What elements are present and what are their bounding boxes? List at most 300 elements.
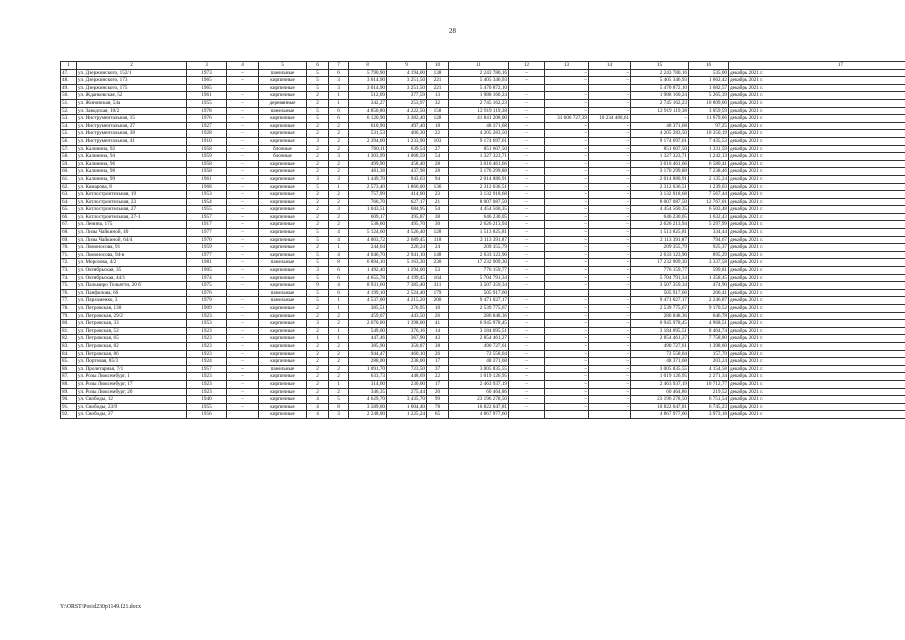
table-cell: 2 — [307, 92, 329, 100]
table-cell: – — [509, 198, 545, 206]
table-cell: 5 405 346,93 — [449, 77, 509, 85]
table-cell: 2 854 461,27 — [449, 335, 509, 343]
table-cell: 2 070,00 — [349, 320, 387, 328]
table-cell: 531,53 — [349, 130, 387, 138]
table-cell: ул. Розы Люксембург, 17 — [77, 380, 187, 388]
table-cell: 490 727,61 — [449, 342, 509, 350]
table-cell: 27 — [427, 145, 449, 153]
table-cell: – — [545, 236, 589, 244]
page-number: 28 — [449, 27, 456, 35]
table-cell: 66. — [61, 213, 77, 221]
table-cell: 53 — [427, 267, 449, 275]
table-cell: 5 704 791,34 — [449, 274, 509, 282]
table-cell: ул. Панфилова, 66 — [77, 289, 187, 297]
table-cell: 6 — [329, 267, 349, 275]
table-row — [61, 297, 905, 305]
table-cell: 164 — [427, 274, 449, 282]
table-cell: кирпичные — [259, 115, 307, 123]
table-cell: – — [545, 335, 589, 343]
table-cell — [589, 289, 631, 297]
table-cell: 5 — [307, 183, 329, 191]
table-row — [61, 115, 905, 123]
table-cell: 2 243 780,16 — [631, 69, 689, 77]
table-cell: 2 463 937,19 — [449, 380, 509, 388]
table-cell: кирпичные — [259, 335, 307, 343]
table-cell: 9 174 697,61 — [631, 137, 689, 145]
table-cell: 2 — [329, 350, 349, 358]
table-cell: 4 — [307, 411, 329, 419]
table-cell: – — [589, 107, 631, 115]
table-cell: – — [589, 213, 631, 221]
table-cell: декабрь 2021 г. — [729, 373, 905, 381]
table-cell: 48 371,68 — [449, 358, 509, 366]
table-cell: – — [227, 274, 259, 282]
table-cell: 8 — [329, 403, 349, 411]
table-cell: кирпичные — [259, 358, 307, 366]
table-cell: декабрь 2021 г. — [729, 99, 905, 107]
table-cell: – — [545, 327, 589, 335]
table-cell: – — [509, 342, 545, 350]
table-cell: 60. — [61, 168, 77, 176]
table-cell: 2 — [307, 130, 329, 138]
table-cell: 1961 — [187, 92, 227, 100]
table-cell: 4 — [329, 251, 349, 259]
table-cell: 599,81 — [689, 267, 729, 275]
table-cell: – — [509, 282, 545, 290]
table-cell: 5 297,99 — [689, 221, 729, 229]
table-cell: 5 — [329, 396, 349, 404]
table-cell: 1923 — [187, 312, 227, 320]
table-cell: 5 — [307, 77, 329, 85]
table-cell: – — [545, 259, 589, 267]
table-cell: – — [509, 99, 545, 107]
table-cell: декабрь 2021 г. — [729, 153, 905, 161]
table-cell: 7 758,80 — [689, 335, 729, 343]
table-cell — [545, 289, 589, 297]
table-cell: – — [589, 396, 631, 404]
table-cell: 10 234 480,61 — [589, 115, 631, 123]
table-cell: кирпичные — [259, 244, 307, 252]
column-number: 17 — [729, 62, 905, 70]
table-cell: 1 — [329, 305, 349, 313]
table-cell: – — [227, 373, 259, 381]
table-cell: ул. Морозова, 4/2 — [77, 259, 187, 267]
table-cell: – — [509, 221, 545, 229]
table-cell: – — [589, 206, 631, 214]
table-cell: 286 848,36 — [449, 312, 509, 320]
table-cell: 72 558,04 — [631, 350, 689, 358]
table-cell — [589, 84, 631, 92]
table-cell: 90. — [61, 396, 77, 404]
table-cell: 346,35 — [349, 388, 387, 396]
table-cell: 2 — [329, 365, 349, 373]
table-cell: 67. — [61, 221, 77, 229]
table-cell: 1905 — [187, 267, 227, 275]
table-cell: ул. Калинина, 94 — [77, 153, 187, 161]
table-cell: 5 470 872,10 — [631, 84, 689, 92]
table-cell: 2 — [329, 137, 349, 145]
table-cell: 1 327 323,71 — [631, 153, 689, 161]
table-cell: 52. — [61, 107, 77, 115]
table-cell: 73. — [61, 267, 77, 275]
table-cell: – — [509, 350, 545, 358]
table-cell: – — [545, 358, 589, 366]
table-cell: 1955 — [187, 403, 227, 411]
table-cell: 549,00 — [349, 327, 387, 335]
table-cell: ул. Инструментальная, 27 — [77, 122, 187, 130]
table-cell: – — [545, 396, 589, 404]
table-cell: 1 492,40 — [349, 267, 387, 275]
table-cell: кирпичные — [259, 191, 307, 199]
table-row — [61, 320, 905, 328]
table-cell: – — [589, 137, 631, 145]
table-cell: 4 — [329, 236, 349, 244]
table-cell: – — [589, 358, 631, 366]
table-cell: 7 385,40 — [387, 282, 427, 290]
table-row — [61, 99, 905, 107]
table-cell: – — [227, 350, 259, 358]
table-cell: – — [227, 122, 259, 130]
table-row — [61, 380, 905, 388]
table-cell: – — [227, 342, 259, 350]
table-cell: 8 007 087,50 — [631, 198, 689, 206]
table-cell: 1 398,00 — [387, 320, 427, 328]
table-cell: 2 135,24 — [689, 175, 729, 183]
table-cell: – — [509, 69, 545, 77]
table-cell: 8 931,60 — [349, 282, 387, 290]
table-row — [61, 267, 905, 275]
table-cell: – — [545, 350, 589, 358]
table-row — [61, 183, 905, 191]
table-cell: 311 — [427, 282, 449, 290]
table-row — [61, 327, 905, 335]
table-cell: 535,00 — [689, 69, 729, 77]
column-number: 10 — [427, 62, 449, 70]
table-cell: кирпичные — [259, 267, 307, 275]
table-cell: 5 405 346,93 — [631, 77, 689, 85]
table-cell: 895,29 — [689, 251, 729, 259]
table-cell: – — [227, 145, 259, 153]
table-cell: – — [227, 183, 259, 191]
table-cell: 2 — [307, 99, 329, 107]
table-cell: 3 059,59 — [689, 107, 729, 115]
table-row — [61, 84, 905, 92]
table-cell: – — [589, 403, 631, 411]
table-cell: – — [227, 282, 259, 290]
table-cell: 62. — [61, 183, 77, 191]
table-cell: – — [545, 175, 589, 183]
table-cell: 1976 — [187, 115, 227, 123]
table-cell: 2 — [307, 221, 329, 229]
table-cell: 760,11 — [349, 145, 387, 153]
table-cell: 54. — [61, 122, 77, 130]
table-cell: 64. — [61, 198, 77, 206]
table-cell: 497,40 — [387, 122, 427, 130]
table-cell: декабрь 2021 г. — [729, 206, 905, 214]
table-cell: 43 — [427, 335, 449, 343]
table-cell: – — [227, 236, 259, 244]
table-cell: – — [589, 221, 631, 229]
table-cell: кирпичные — [259, 282, 307, 290]
table-cell: 53. — [61, 115, 77, 123]
table-cell: – — [545, 388, 589, 396]
table-cell: 3 251,50 — [387, 84, 427, 92]
table-cell: 253,97 — [387, 99, 427, 107]
column-number: 9 — [387, 62, 427, 70]
table-cell: 226,24 — [387, 244, 427, 252]
table-cell: ул. Петровская, 82 — [77, 342, 187, 350]
table-cell: – — [227, 251, 259, 259]
table-cell: 3 — [307, 137, 329, 145]
table-cell: – — [227, 130, 259, 138]
table-cell: 1974 — [187, 274, 227, 282]
table-cell: ул. Пальмиро Тольятти, 20 б — [77, 282, 187, 290]
table-cell: декабрь 2021 г. — [729, 403, 905, 411]
table-cell: 60 464,86 — [631, 388, 689, 396]
table-cell: 2 — [307, 206, 329, 214]
table-cell: 11 679,66 — [689, 115, 729, 123]
table-cell: 1923 — [187, 388, 227, 396]
table-cell: 23 196 278,50 — [449, 396, 509, 404]
table-cell: 4 968,51 — [689, 320, 729, 328]
table-cell: 68. — [61, 229, 77, 237]
table-cell: 9 — [307, 282, 329, 290]
table-cell: декабрь 2021 г. — [729, 297, 905, 305]
table-cell: 1959 — [187, 153, 227, 161]
table-cell: ул. Инструментальная, 41 — [77, 137, 187, 145]
table-cell: 1 — [329, 92, 349, 100]
table-cell: 2 312 036,51 — [631, 183, 689, 191]
table-cell: 3 — [307, 320, 329, 328]
table-cell: 1959 — [187, 244, 227, 252]
table-cell: декабрь 2021 г. — [729, 130, 905, 138]
table-cell: – — [545, 92, 589, 100]
table-cell: 3 132 918,68 — [449, 191, 509, 199]
table-cell: 48. — [61, 77, 77, 85]
table-cell: декабрь 2021 г. — [729, 77, 905, 85]
table-cell: – — [509, 175, 545, 183]
table-cell: 2 — [329, 160, 349, 168]
table-cell: – — [227, 206, 259, 214]
table-cell: 1 358,45 — [689, 274, 729, 282]
table-cell: 17 232 909,30 — [449, 259, 509, 267]
table-cell: – — [227, 77, 259, 85]
table-row — [61, 160, 905, 168]
table-cell: – — [545, 145, 589, 153]
table-cell: 3 — [329, 84, 349, 92]
table-cell: – — [227, 403, 259, 411]
table-cell: ул. Ломоносова, 94-в — [77, 251, 187, 259]
table-cell: 1 449,70 — [349, 175, 387, 183]
table-cell: 4 — [307, 403, 329, 411]
table-cell: 1957 — [187, 213, 227, 221]
table-cell: кирпичные — [259, 251, 307, 259]
table-cell: кирпичные — [259, 350, 307, 358]
column-number: 8 — [349, 62, 387, 70]
table-cell: кирпичные — [259, 84, 307, 92]
table-cell: 12 767,01 — [689, 198, 729, 206]
table-cell: 3 382,40 — [387, 115, 427, 123]
table-row — [61, 122, 905, 130]
table-cell: 1927 — [187, 122, 227, 130]
table-row — [61, 92, 905, 100]
table-cell: 5 — [307, 274, 329, 282]
table-cell: – — [545, 251, 589, 259]
table-cell: ул. Котлостроительная, 23 — [77, 198, 187, 206]
table-cell: 4 850,80 — [349, 107, 387, 115]
table-cell: 314,00 — [349, 380, 387, 388]
table-cell: 5 265,39 — [689, 92, 729, 100]
table-cell: 2 — [329, 312, 349, 320]
table-cell: 2 — [329, 122, 349, 130]
column-number: 12 — [509, 62, 545, 70]
table-cell: – — [545, 69, 589, 77]
table-cell: 219,52 — [689, 388, 729, 396]
table-cell: 1 242,13 — [689, 153, 729, 161]
table-cell: 1 019 126,95 — [631, 373, 689, 381]
table-cell: ул. Котлостроительная, 19 — [77, 191, 187, 199]
table-cell: 138 — [427, 69, 449, 77]
table-cell: 2 — [329, 198, 349, 206]
table-cell: декабрь 2021 г. — [729, 84, 905, 92]
table-cell: 5 — [307, 229, 329, 237]
table-cell: 57. — [61, 145, 77, 153]
table-cell: – — [545, 153, 589, 161]
table-cell: 88. — [61, 380, 77, 388]
table-cell: 23 — [427, 191, 449, 199]
table-cell: 385,51 — [349, 305, 387, 313]
table-cell: 5 — [307, 289, 329, 297]
table-cell: 5 — [307, 251, 329, 259]
table-cell: 766,70 — [349, 198, 387, 206]
table-cell: кирпичные — [259, 92, 307, 100]
table-cell: 1 303,99 — [349, 153, 387, 161]
table-cell: – — [545, 274, 589, 282]
table-cell: 118 — [427, 236, 449, 244]
table-cell: ул. Ломоносова, 91 — [77, 244, 187, 252]
table-cell: 1981 — [187, 259, 227, 267]
table-cell: – — [545, 137, 589, 145]
column-number: 16 — [689, 62, 729, 70]
table-cell: – — [227, 358, 259, 366]
table-cell: 646,78 — [689, 312, 729, 320]
table-cell: 776 159,77 — [631, 267, 689, 275]
table-cell — [227, 84, 259, 92]
table-cell: – — [227, 305, 259, 313]
column-number: 7 — [329, 62, 349, 70]
table-cell: – — [227, 175, 259, 183]
table-cell: 6 745,23 — [689, 403, 729, 411]
table-cell: – — [509, 168, 545, 176]
table-row — [61, 358, 905, 366]
table-cell: – — [589, 77, 631, 85]
table-cell: – — [227, 153, 259, 161]
table-cell: – — [545, 297, 589, 305]
table-cell: 646 230,05 — [631, 213, 689, 221]
table-cell: 1977 — [187, 229, 227, 237]
table-cell: 4 454 560,35 — [449, 206, 509, 214]
table-cell: 148 — [427, 251, 449, 259]
table-row — [61, 236, 905, 244]
table-cell: – — [589, 267, 631, 275]
table-cell: 2 — [307, 350, 329, 358]
table-cell: 17 — [427, 358, 449, 366]
table-cell: 2 854 461,27 — [631, 335, 689, 343]
table-cell: 2 626 213,94 — [449, 221, 509, 229]
table-cell: 1928 — [187, 130, 227, 138]
table-cell: 6 120,90 — [349, 115, 387, 123]
table-cell: 32 — [427, 99, 449, 107]
table-cell: кирпичные — [259, 305, 307, 313]
table-cell: кирпичные — [259, 312, 307, 320]
table-cell: 3 014,90 — [349, 84, 387, 92]
table-cell: 2 524,40 — [387, 289, 427, 297]
table-cell: – — [589, 380, 631, 388]
table-cell: – — [509, 305, 545, 313]
table-cell: кирпичные — [259, 373, 307, 381]
table-cell: 22 — [427, 130, 449, 138]
table-cell: 2 — [329, 388, 349, 396]
table-cell: – — [509, 92, 545, 100]
table-cell: декабрь 2021 г. — [729, 137, 905, 145]
table-cell: – — [509, 373, 545, 381]
table-cell: 2 — [329, 145, 349, 153]
table-cell: – — [227, 388, 259, 396]
table-cell: – — [509, 137, 545, 145]
table-cell: декабрь 2021 г. — [729, 312, 905, 320]
table-cell: – — [509, 274, 545, 282]
table-cell: кирпичные — [259, 183, 307, 191]
table-cell: 89. — [61, 388, 77, 396]
table-cell: 1 — [329, 297, 349, 305]
table-cell: 1 682,57 — [689, 84, 729, 92]
table-cell: декабрь 2021 г. — [729, 305, 905, 313]
table-cell: 2 — [307, 168, 329, 176]
table-cell: 8 007 087,50 — [449, 198, 509, 206]
table-cell: 56. — [61, 137, 77, 145]
column-number: 15 — [631, 62, 689, 70]
table-cell: 86. — [61, 365, 77, 373]
table-cell: – — [589, 388, 631, 396]
table-cell: ул. Калинина, 92 — [77, 145, 187, 153]
table-cell: 83. — [61, 342, 77, 350]
table-cell: – — [227, 365, 259, 373]
table-cell: кирпичные — [259, 198, 307, 206]
table-cell: 1910 — [187, 137, 227, 145]
table-cell: 2 633 123,90 — [631, 251, 689, 259]
table-cell: 1 — [329, 327, 349, 335]
table-cell: 2 394,60 — [349, 137, 387, 145]
table-cell: 10 — [427, 305, 449, 313]
table-cell: 342,27 — [349, 99, 387, 107]
table-cell: 4 454 560,35 — [631, 206, 689, 214]
table-cell: – — [589, 130, 631, 138]
table-cell: – — [227, 327, 259, 335]
table-cell: – — [509, 396, 545, 404]
table-cell: 1975 — [187, 282, 227, 290]
table-cell: 82. — [61, 335, 77, 343]
table-cell: 1923 — [187, 342, 227, 350]
column-number: 3 — [187, 62, 227, 70]
table-cell: 1 — [329, 183, 349, 191]
table-cell: ул. Котлостроительная, 27-1 — [77, 213, 187, 221]
table-cell: – — [545, 403, 589, 411]
table-cell: ул. Лизы Чайкиной, 40 — [77, 229, 187, 237]
table-cell: 1976 — [187, 289, 227, 297]
table-cell: 2 — [307, 160, 329, 168]
table-cell: 3 337,58 — [689, 259, 729, 267]
table-cell — [227, 289, 259, 297]
